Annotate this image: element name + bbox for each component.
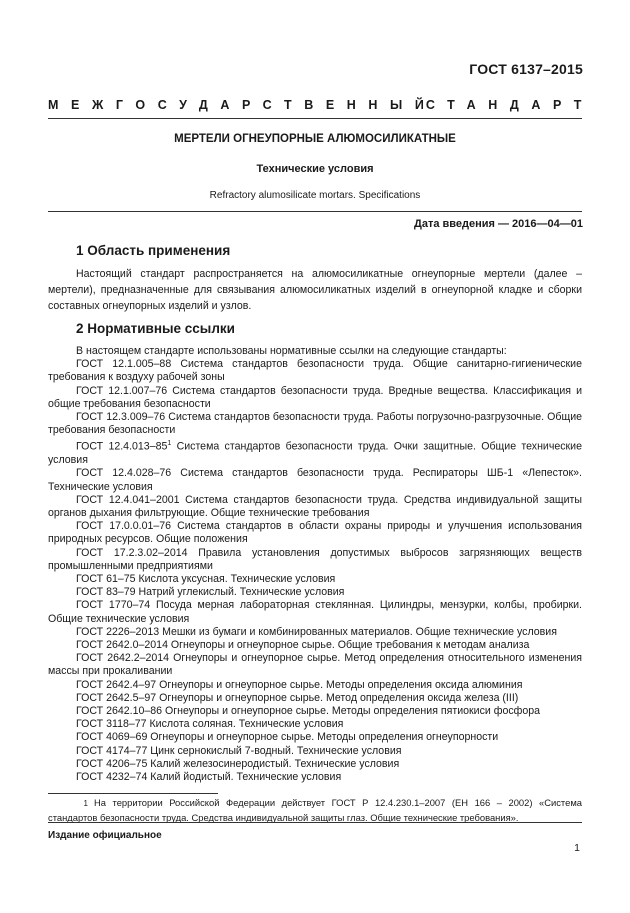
reference-text: Система стандартов безопасности труда. Очки защитные. Общие технические условия xyxy=(48,440,582,467)
reference-item: ГОСТ 4069–69 Огнеупоры и огнеупорное сырье. Методы определения огнеупорности xyxy=(76,731,499,744)
reference-item: ГОСТ 12.1.005–88 Система стандартов безопасности труда. Общие санитарно-гигиенические требования к воздуху рабочей зоны xyxy=(48,358,582,384)
reference-item: ГОСТ 3118–77 Кислота соляная. Технические условия xyxy=(76,718,344,731)
footnote-marker: 1 xyxy=(167,440,172,448)
reference-item: ГОСТ 2642.5–97 Огнеупоры и огнеупорное сырье. Метод определения оксида железа (III) xyxy=(76,691,519,704)
document-id: ГОСТ 6137–2015 xyxy=(469,61,583,77)
introduction-date: Дата введения — 2016—04—01 xyxy=(414,218,583,230)
reference-item: ГОСТ 2642.10–86 Огнеупоры и огнеупорное сырье. Методы определения пятиокиси фосфора xyxy=(76,705,541,718)
reference-item: ГОСТ 4174–77 Цинк сернокислый 7-водный. Технические условия xyxy=(76,744,402,757)
reference-item: ГОСТ 1770–74 Посуда мерная лабораторная стеклянная. Цилиндры, мензурки, колбы, пробирки. Общие технические условия xyxy=(48,599,582,625)
page-number: 1 xyxy=(574,842,580,854)
reference-item: ГОСТ 61–75 Кислота уксусная. Технические условия xyxy=(76,572,336,585)
document-subtitle: Технические условия xyxy=(256,163,374,175)
reference-item: ГОСТ 12.1.007–76 Система стандартов безопасности труда. Вредные вещества. Классификация и общие требования безопасности xyxy=(48,384,582,410)
edition-label: Издание официальное xyxy=(48,830,162,841)
footnote xyxy=(48,796,582,825)
footer-rule xyxy=(48,822,582,823)
banner-word-left: МЕЖГОСУДАРСТВЕННЫЙ xyxy=(48,98,437,112)
reference-item: ГОСТ 83–79 Натрий углекислый. Технические условия xyxy=(76,586,345,599)
reference-item: ГОСТ 4206–75 Калий железосинеродистый. Технические условия xyxy=(76,757,400,770)
banner-rule xyxy=(48,118,582,119)
section-1-heading: 1 Область применения xyxy=(76,243,231,258)
reference-item: ГОСТ 2642.0–2014 Огнеупоры и огнеупорное сырье. Общие требования к методам анализа xyxy=(76,639,530,651)
reference-item: ГОСТ 17.2.3.02–2014 Правила установления допустимых выбросов загрязняющих веществ промышленными предприятиями xyxy=(48,546,582,572)
section-1-text xyxy=(48,266,582,314)
document-title: МЕРТЕЛИ ОГНЕУПОРНЫЕ АЛЮМОСИЛИКАТНЫЕ xyxy=(174,133,456,145)
title-rule xyxy=(48,211,582,212)
reference-item: ГОСТ 2642.2–2014 Огнеупоры и огнеупорное сырье. Метод определения относительного изменения массы при прокаливании xyxy=(48,652,582,678)
reference-code: ГОСТ 12.4.013–85 xyxy=(76,440,168,453)
references-list xyxy=(48,345,582,784)
english-title: Refractory alumosilicate mortars. Specifications xyxy=(209,190,421,201)
references-intro: В настоящем стандарте использованы нормативные ссылки на следующие стандарты: xyxy=(76,345,507,357)
section-2-heading: 2 Нормативные ссылки xyxy=(76,321,235,336)
reference-item: ГОСТ 12.4.041–2001 Система стандартов безопасности труда. Средства индивидуальной защиты органов дыхания фильтрующие. Общие технические требования xyxy=(48,493,582,519)
reference-item: ГОСТ 2642.4–97 Огнеупоры и огнеупорное сырье. Методы определения оксида алюминия xyxy=(76,678,523,691)
reference-item: ГОСТ 2226–2013 Мешки из бумаги и комбинированных материалов. Общие технические условия xyxy=(76,625,557,638)
banner-word-right: СТАНДАРТ xyxy=(425,98,594,112)
reference-item: ГОСТ 17.0.0.01–76 Система стандартов в области охраны природы и улучшения использования природных ресурсов. Общие положения xyxy=(48,520,582,546)
reference-item: ГОСТ 12.3.009–76 Система стандартов безопасности труда. Работы погрузочно-разгрузочные. Общие требования безопасности xyxy=(48,411,582,437)
footnote-number: 1 xyxy=(83,799,88,808)
reference-item: ГОСТ 4232–74 Калий йодистый. Технические условия xyxy=(76,771,342,784)
footnote-rule xyxy=(48,793,218,794)
footnote-text: На территории Российской Федерации действует ГОСТ Р 12.4.230.1–2007 (ЕН 166 – 2002) «Система стандартов безопасности труда. Средства индивидуальной защиты глаз. Общие технические требования». xyxy=(48,797,582,823)
reference-item: ГОСТ 12.4.028–76 Система стандартов безопасности труда. Респираторы ШБ-1 «Лепесток». Технические условия xyxy=(48,467,582,493)
reference-item xyxy=(48,437,582,467)
section-1-paragraph: Настоящий стандарт распространяется на алюмосиликатные огнеупорные мертели (далее – мертели), предназначенные для связывания алюмосиликатных изделий в огнеупорной кладке и сборки составных огнеупорных изделий и узлов. xyxy=(48,268,582,312)
